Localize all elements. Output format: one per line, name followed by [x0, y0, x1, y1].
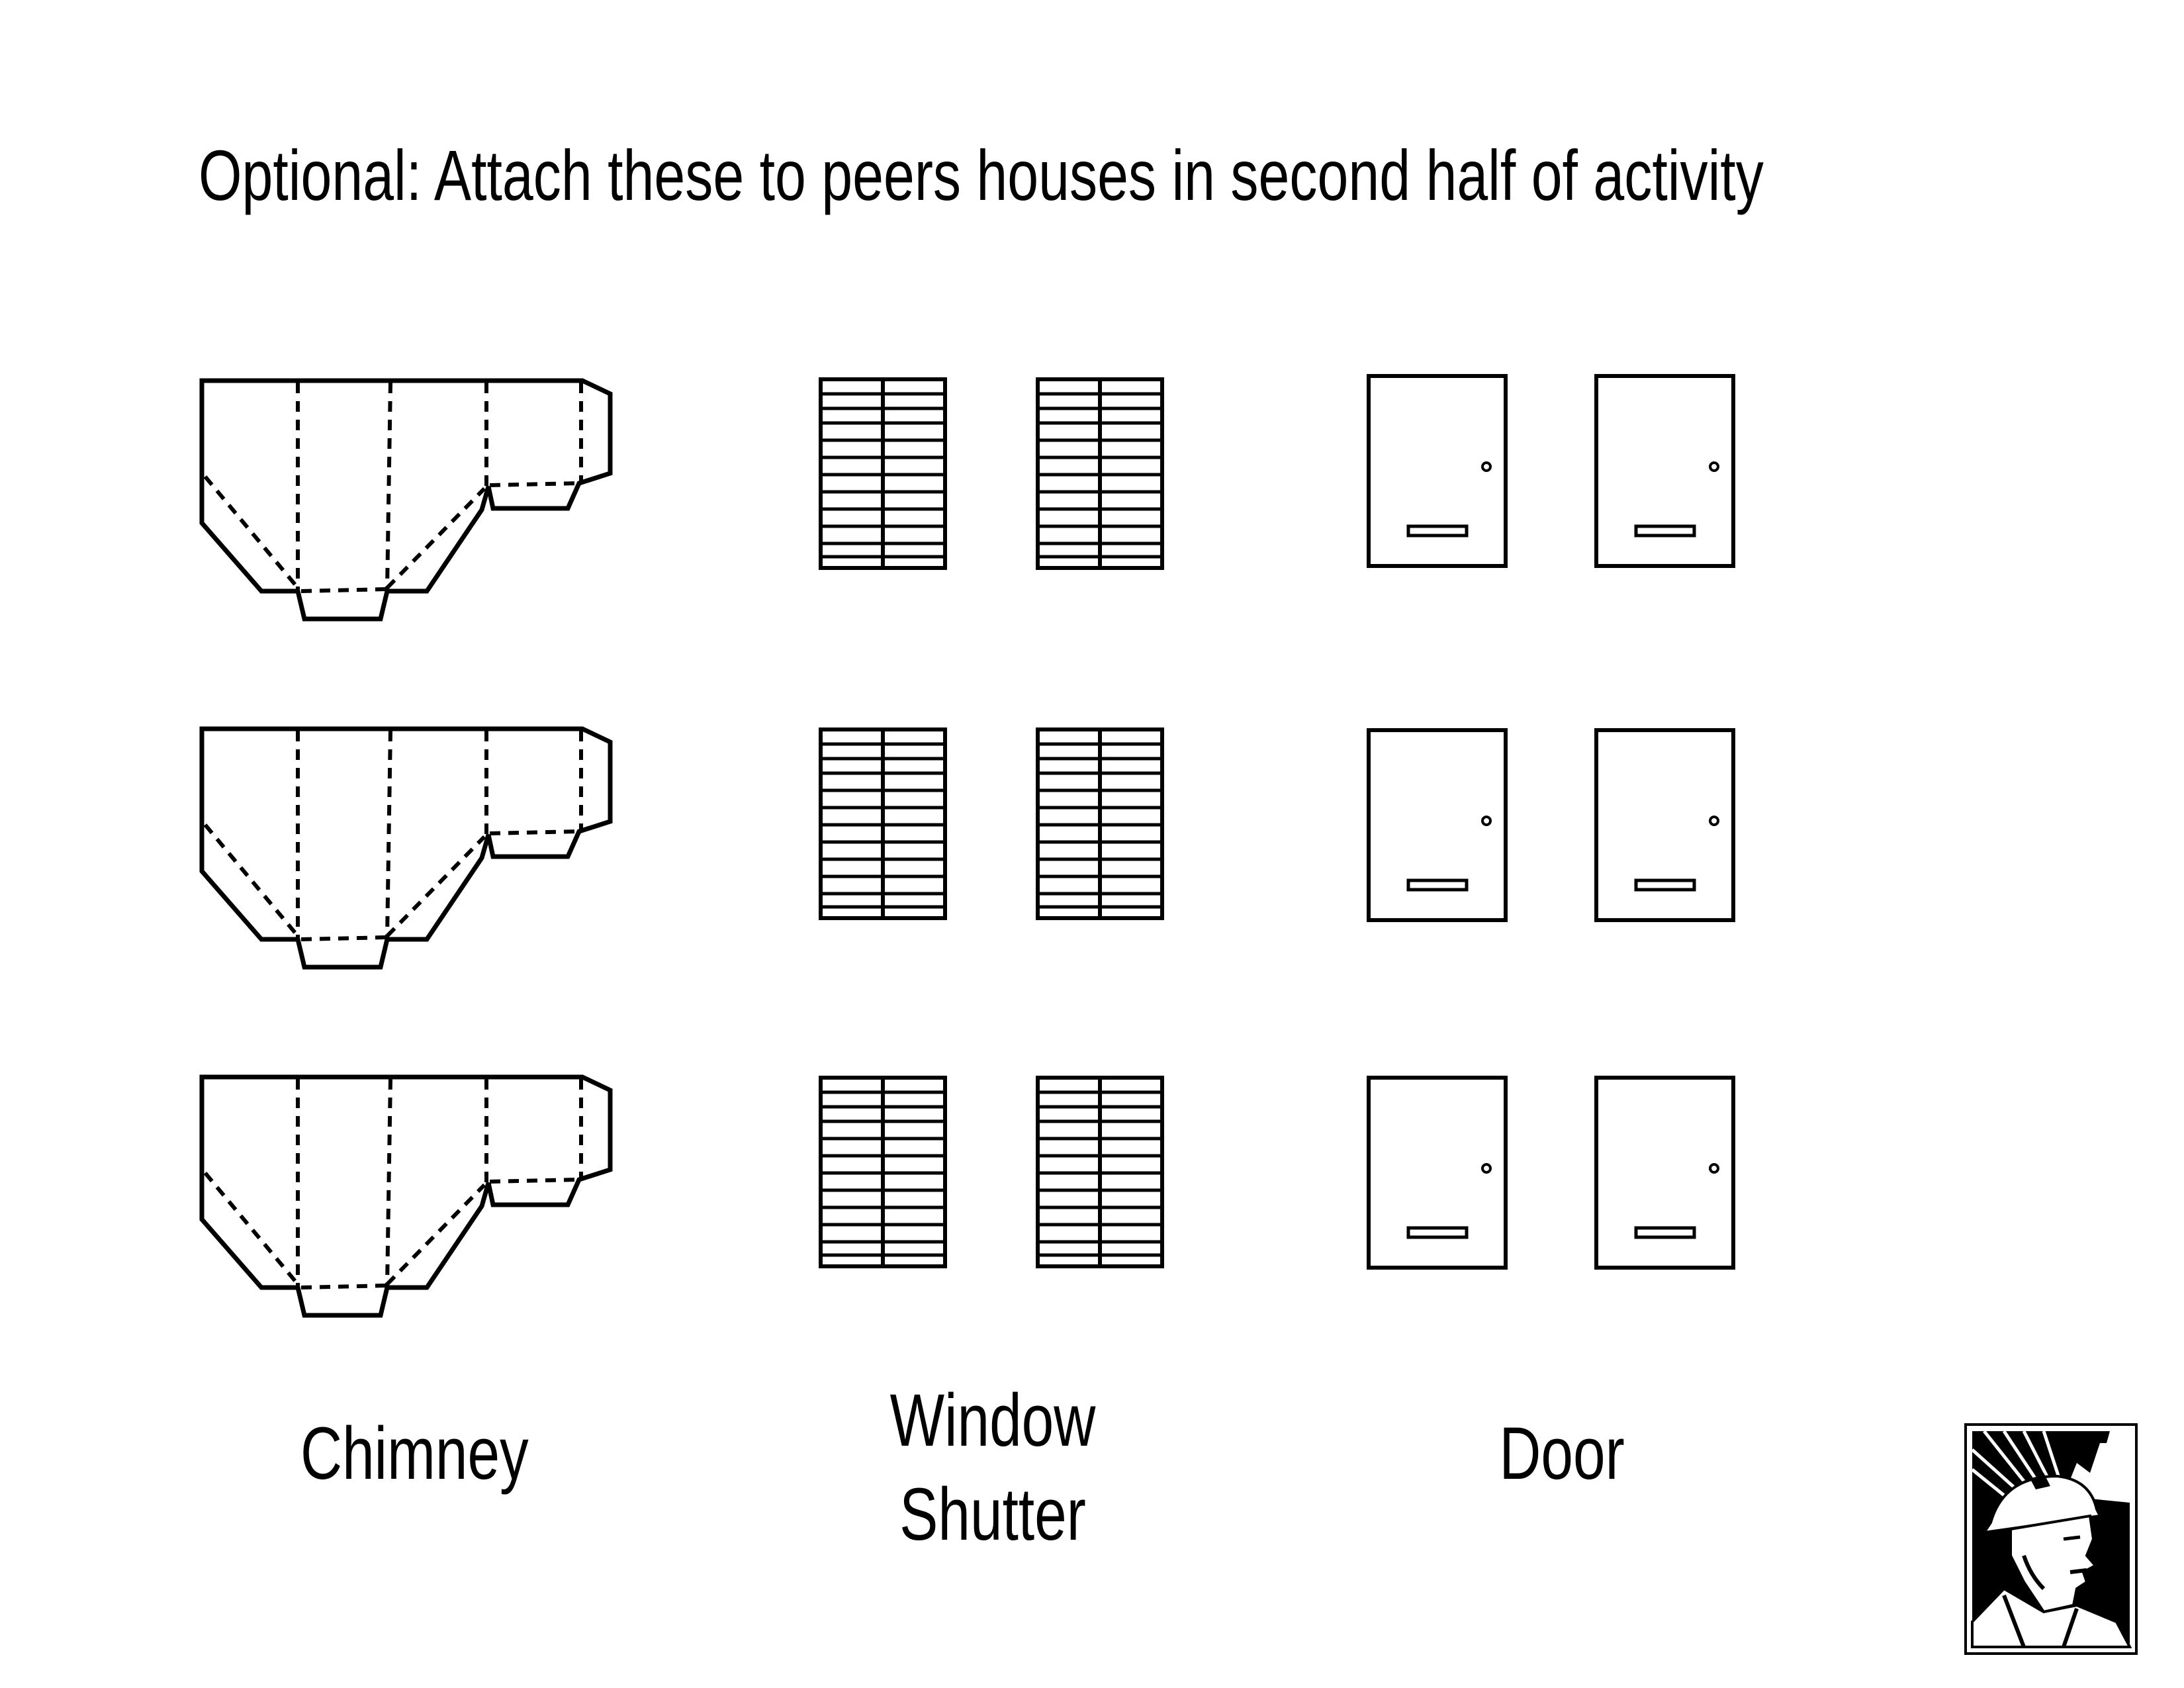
window-shutter-piece — [1038, 729, 1162, 918]
door-knob-icon — [1710, 817, 1718, 825]
miner-portrait-logo-icon — [1964, 1423, 2138, 1655]
chimney-templates — [202, 381, 610, 1315]
door-knob-icon — [1482, 1164, 1490, 1172]
window-label-line1: Window — [889, 1379, 1096, 1462]
window-shutter-piece — [821, 729, 945, 918]
window-shutter-templates — [821, 379, 1162, 1266]
door-piece — [1369, 730, 1506, 920]
door-piece — [1369, 376, 1506, 566]
mail-slot-icon — [1408, 880, 1467, 890]
window-shutter-piece — [821, 379, 945, 568]
door-piece — [1596, 730, 1733, 920]
window-shutter-piece — [821, 1078, 945, 1266]
door-piece — [1596, 376, 1733, 566]
window-label-line2: Shutter — [899, 1473, 1086, 1556]
door-knob-icon — [1482, 817, 1490, 825]
window-shutter-piece — [1038, 379, 1162, 568]
chimney-piece — [202, 381, 610, 619]
mail-slot-icon — [1636, 1228, 1694, 1237]
window-shutter-piece — [1038, 1078, 1162, 1266]
chimney-piece — [202, 729, 610, 967]
door-templates — [1369, 376, 1733, 1268]
door-piece — [1369, 1078, 1506, 1268]
chimney-piece — [202, 1077, 610, 1315]
page-heading: Optional: Attach these to peers houses in second half of activity — [199, 135, 1764, 215]
mail-slot-icon — [1636, 880, 1694, 890]
mail-slot-icon — [1408, 1228, 1467, 1237]
window-shutter-label — [889, 1374, 1096, 1562]
door-piece — [1596, 1078, 1733, 1268]
mail-slot-icon — [1408, 526, 1467, 536]
door-label: Door — [1499, 1412, 1625, 1495]
door-knob-icon — [1710, 1164, 1718, 1172]
mail-slot-icon — [1636, 526, 1694, 536]
door-knob-icon — [1482, 463, 1490, 471]
chimney-label: Chimney — [300, 1412, 529, 1495]
door-knob-icon — [1710, 463, 1718, 471]
